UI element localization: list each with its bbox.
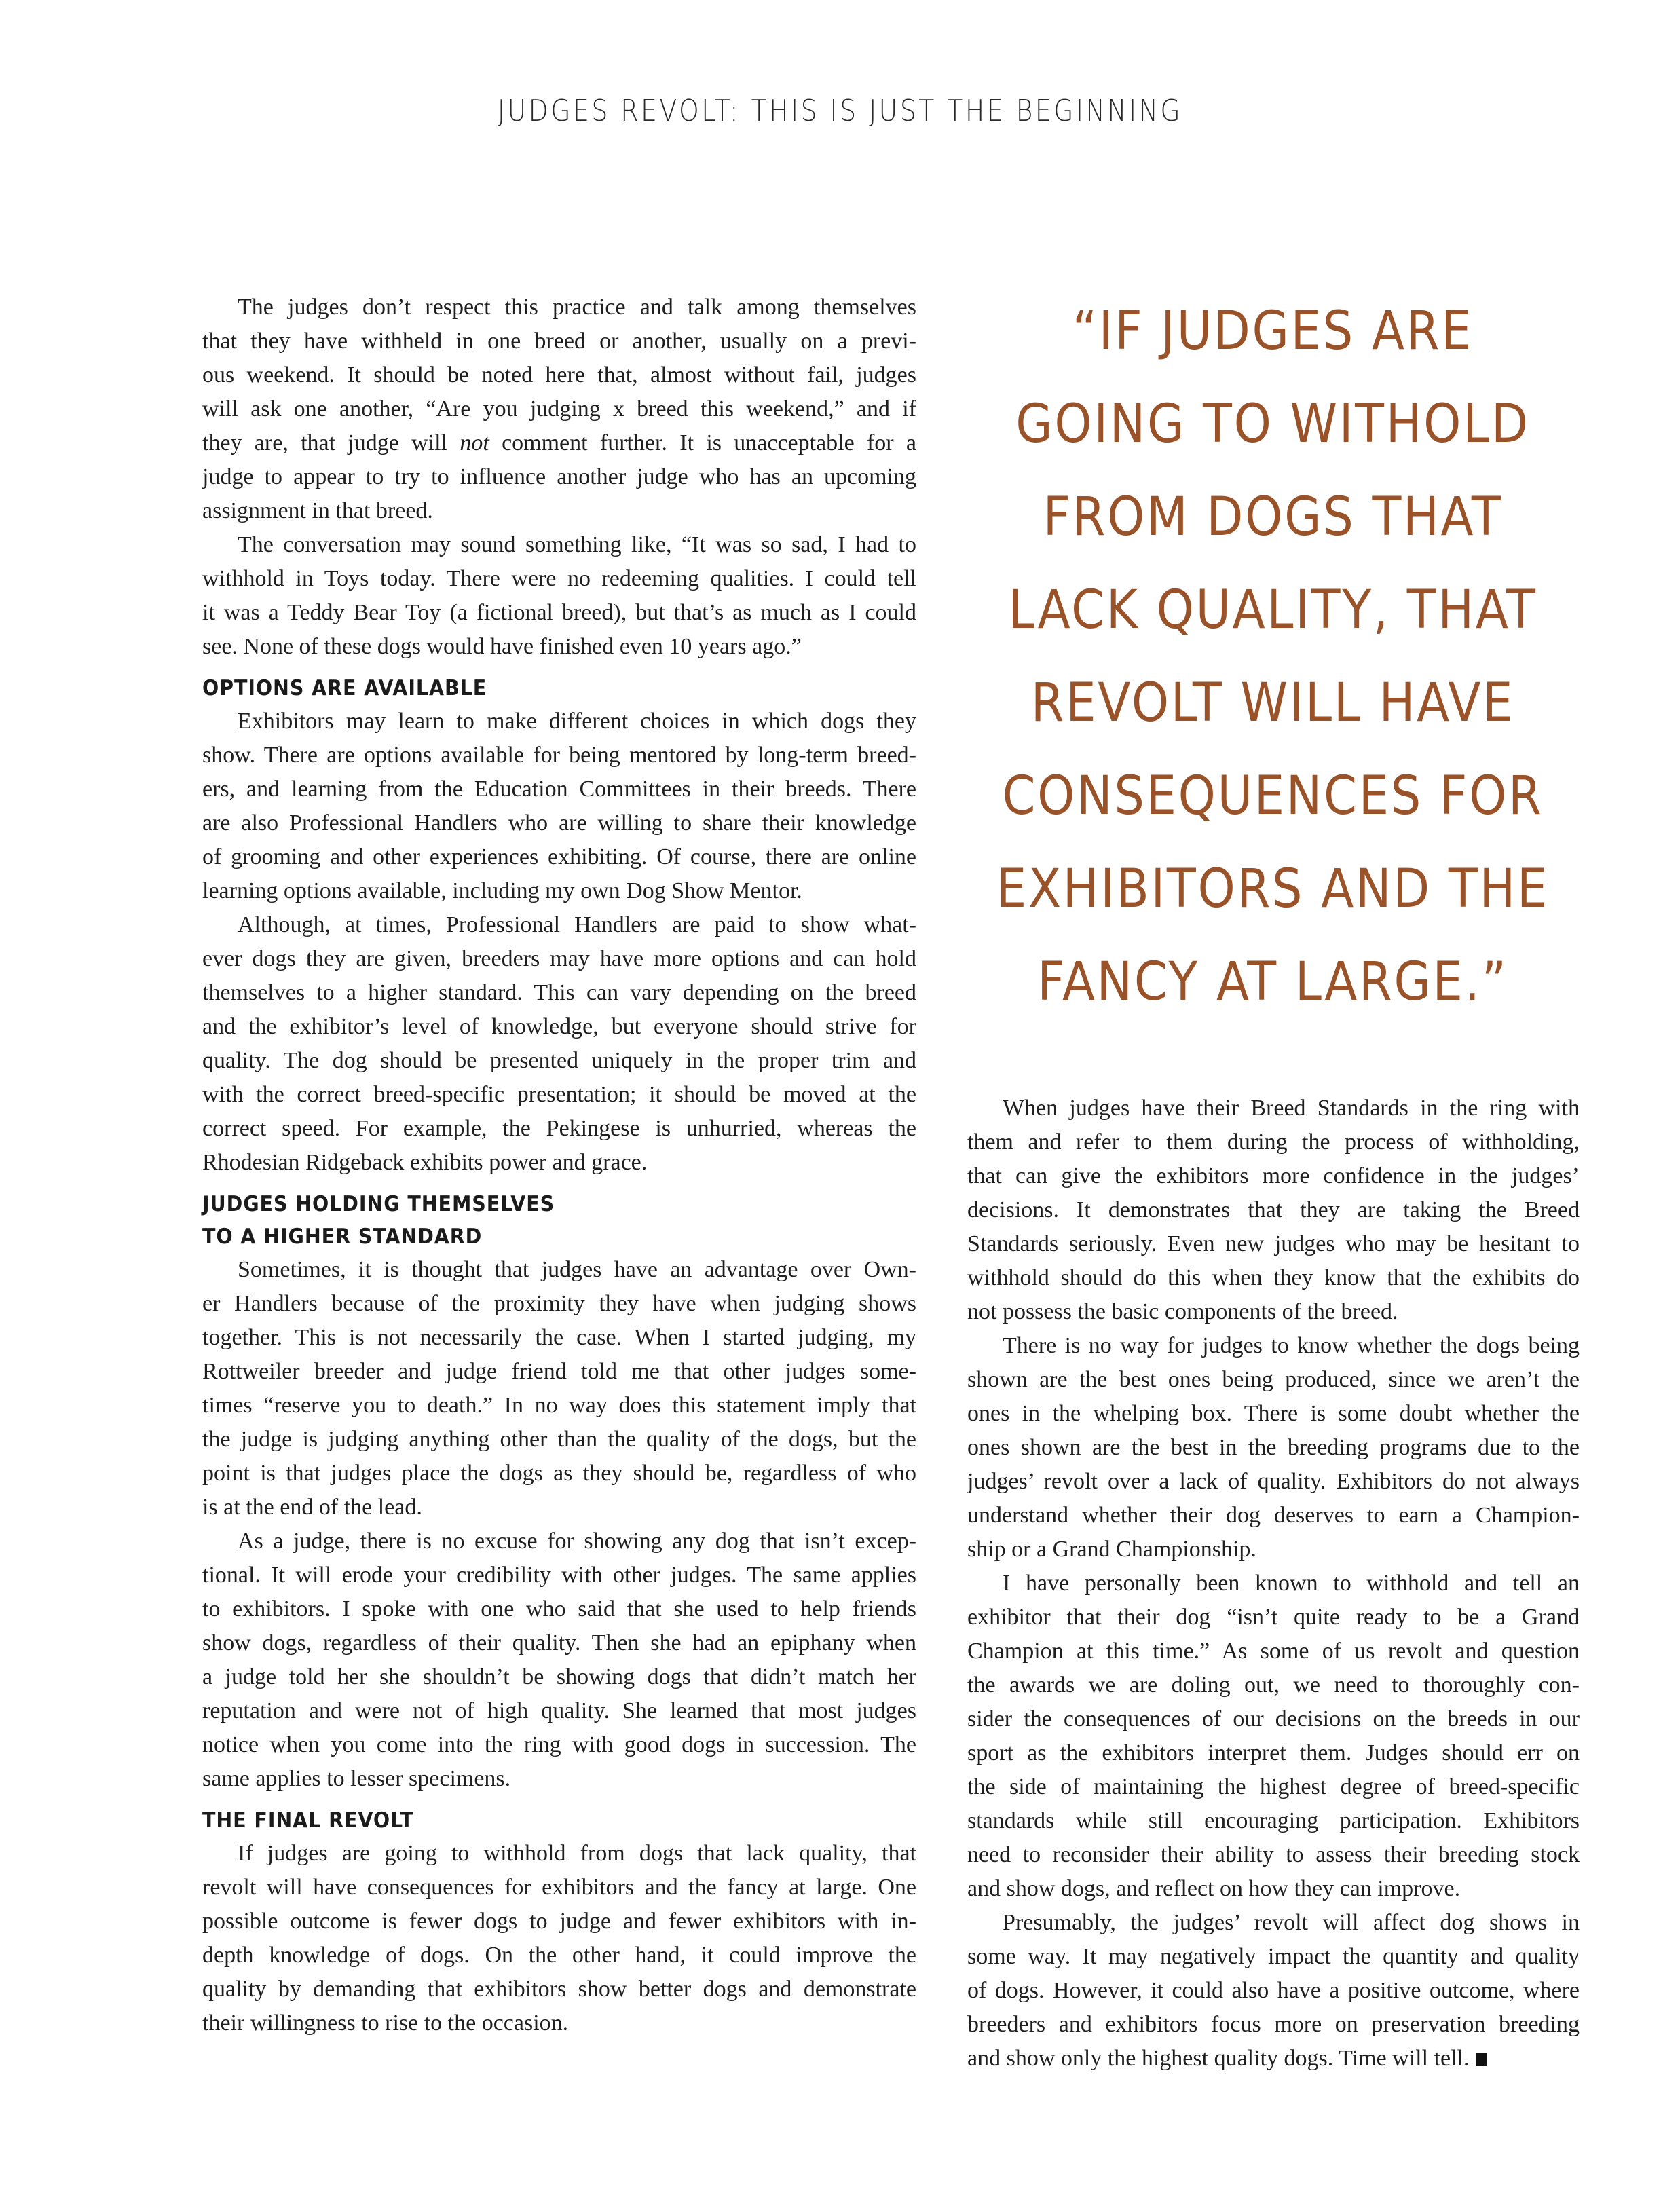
emphasis-not: not (460, 430, 489, 455)
pull-quote-line: FANCY AT LARGE.” (1037, 952, 1508, 1013)
text-fragment: comment further. It is unacceptable for a (502, 430, 916, 455)
text-line: ones shown are the best in the breeding programs due to the (967, 1435, 1580, 1460)
left-column (202, 291, 916, 2040)
text-line: As a judge, there is no excuse for showing any dog that isn’t excep- (238, 1529, 916, 1554)
text-line: show dogs, regardless of their quality. Then she had an epiphany when (202, 1630, 916, 1655)
text-line: will ask one another, “Are you judging x breed this weekend,” and if (202, 396, 916, 422)
text-line: show. There are options available for being mentored by long-term breed- (202, 743, 916, 768)
text-line: Rhodesian Ridgeback exhibits power and grace. (202, 1150, 648, 1175)
text-line: sport as the exhibitors interpret them. Judges should err on (967, 1740, 1580, 1765)
pull-quote-line: GOING TO WITHOLD (1015, 394, 1530, 455)
section-heading-options: OPTIONS ARE AVAILABLE (202, 676, 487, 700)
section-heading-final-revolt: THE FINAL REVOLT (202, 1808, 414, 1833)
text-line: withhold in Toys today. There were no redeeming qualities. I could tell (202, 566, 916, 591)
text-line: exhibitor that their dog “isn’t quite ready to be a Grand (967, 1605, 1580, 1630)
paragraph (967, 1091, 1580, 1329)
text-line: shown are the best ones being produced, since we aren’t the (967, 1367, 1580, 1392)
text-line: If judges are going to withhold from dogs that lack quality, that (238, 1841, 916, 1866)
text-line: of grooming and other experiences exhibiting. Of course, there are online (202, 844, 916, 869)
text-line: learning options available, including my own Dog Show Mentor. (202, 878, 802, 903)
text-line: Although, at times, Professional Handlers are paid to show what- (238, 912, 916, 937)
text-line: There is no way for judges to know whether the dogs being (1003, 1333, 1580, 1358)
text-line: the awards we are doling out, we need to thoroughly con- (967, 1672, 1580, 1698)
text-line: is at the end of the lead. (202, 1495, 422, 1520)
text-line: see. None of these dogs would have finished even 10 years ago.” (202, 634, 802, 659)
text-line: not possess the basic components of the breed. (967, 1299, 1398, 1324)
text-line: themselves to a higher standard. This can vary depending on the breed (202, 980, 916, 1005)
text-line: quality by demanding that exhibitors show better dogs and demonstrate (202, 1977, 916, 2002)
text-line: withhold should do this when they know that the exhibits do (967, 1265, 1580, 1290)
paragraph (202, 908, 916, 1180)
text-line: judges’ revolt over a lack of quality. Exhibitors do not always (967, 1469, 1580, 1494)
text-line: sider the consequences of our decisions on the breeds in our (967, 1706, 1580, 1732)
text-line: When judges have their Breed Standards in the ring with (1003, 1096, 1580, 1121)
text-line: point is that judges place the dogs as they should be, regardless of who (202, 1461, 916, 1486)
text-line: ers, and learning from the Education Committees in their breeds. There (202, 777, 916, 802)
section-heading-judges-holding: JUDGES HOLDING THEMSELVES (202, 1192, 555, 1216)
paragraph (967, 1329, 1580, 1567)
text-line: quality. The dog should be presented uniquely in the proper trim and (202, 1048, 916, 1073)
text-line: need to reconsider their ability to assess their breeding stock (967, 1842, 1580, 1867)
text-line: Standards seriously. Even new judges who may be hesitant to (967, 1231, 1580, 1256)
text-line: are also Professional Handlers who are willing to share their knowledge (202, 810, 916, 836)
text-line: The judges don’t respect this practice and talk among themselves (238, 295, 916, 320)
text-line: same applies to lesser specimens. (202, 1766, 511, 1791)
paragraph (967, 1567, 1580, 1906)
text-line: of dogs. However, it could also have a positive outcome, where (967, 1978, 1580, 2003)
paragraph (967, 1906, 1580, 2076)
text-line: revolt will have consequences for exhibitors and the fancy at large. One (202, 1875, 916, 1900)
text-line: depth knowledge of dogs. On the other hand, it could improve the (202, 1943, 916, 1968)
running-head: JUDGES REVOLT: THIS IS JUST THE BEGINNING (497, 94, 1183, 128)
text-line: together. This is not necessarily the case. When I started judging, my (202, 1325, 916, 1350)
text-line (967, 2042, 1580, 2076)
text-line: The conversation may sound something like, “It was so sad, I had to (238, 532, 916, 557)
text-line: reputation and were not of high quality. She learned that most judges (202, 1698, 916, 1723)
pull-quote-line: EXHIBITORS AND THE (996, 859, 1550, 920)
text-line: to exhibitors. I spoke with one who said that she used to help friends (202, 1596, 916, 1622)
text-line: and show dogs, and reflect on how they can improve. (967, 1876, 1461, 1901)
pull-quote-line: LACK QUALITY, THAT (1008, 580, 1537, 641)
text-fragment: they are, that judge will (202, 430, 448, 455)
text-line: Rottweiler breeder and judge friend told me that other judges some- (202, 1359, 916, 1384)
text-line: standards while still encouraging participation. Exhibitors (967, 1808, 1580, 1833)
right-column (967, 1091, 1580, 2076)
paragraph (202, 291, 916, 528)
text-line: it was a Teddy Bear Toy (a fictional breed), but that’s as much as I could (202, 600, 916, 625)
pull-quote (950, 285, 1595, 1029)
text-line: ones in the whelping box. There is some doubt whether the (967, 1401, 1580, 1426)
text-line: tional. It will erode your credibility with other judges. The same applies (202, 1563, 916, 1588)
text-line: some way. It may negatively impact the quantity and quality (967, 1944, 1580, 1969)
text-line: Exhibitors may learn to make different choices in which dogs they (238, 709, 916, 734)
end-of-article-square-icon (1476, 2053, 1487, 2066)
text-line: that can give the exhibitors more confidence in the judges’ (967, 1163, 1580, 1189)
text-line (202, 426, 916, 460)
text-line: possible outcome is fewer dogs to judge and fewer exhibitors with in- (202, 1909, 916, 1934)
text-line: the side of maintaining the highest degree of breed-specific (967, 1774, 1580, 1799)
text-line: I have personally been known to withhold and tell an (1003, 1571, 1580, 1596)
text-line: them and refer to them during the process of withholding, (967, 1129, 1580, 1155)
text-line: correct speed. For example, the Pekingese is unhurried, whereas the (202, 1116, 916, 1141)
text-line: times “reserve you to death.” In no way does this statement imply that (202, 1393, 916, 1418)
text-line: decisions. It demonstrates that they are taking the Breed (967, 1197, 1580, 1222)
text-fragment: and show only the highest quality dogs. Time will tell. (967, 2046, 1470, 2071)
text-line: ever dogs they are given, breeders may have more options and can hold (202, 946, 916, 971)
text-line: Champion at this time.” As some of us revolt and question (967, 1639, 1580, 1664)
pull-quote-line: “IF JUDGES ARE (1072, 301, 1474, 362)
text-line: ous weekend. It should be noted here that, almost without fail, judges (202, 362, 916, 388)
text-line: understand whether their dog deserves to earn a Champion- (967, 1503, 1580, 1528)
text-line: the judge is judging anything other than the quality of the dogs, but the (202, 1427, 916, 1452)
text-line: and the exhibitor’s level of knowledge, but everyone should strive for (202, 1014, 916, 1039)
text-line: notice when you come into the ring with good dogs in succession. The (202, 1732, 916, 1757)
paragraph (202, 528, 916, 664)
text-line: judge to appear to try to influence another judge who has an upcoming (202, 464, 916, 489)
text-line: Sometimes, it is thought that judges have an advantage over Own- (238, 1257, 916, 1282)
pull-quote-line: FROM DOGS THAT (1043, 487, 1503, 548)
paragraph (202, 1524, 916, 1796)
pull-quote-line: CONSEQUENCES FOR (1002, 766, 1544, 827)
pull-quote-line: REVOLT WILL HAVE (1030, 673, 1515, 734)
text-line: with the correct breed-specific presentation; it should be moved at the (202, 1082, 916, 1107)
section-heading-judges-holding-line2: TO A HIGHER STANDARD (202, 1224, 483, 1249)
text-line: their willingness to rise to the occasion. (202, 2010, 569, 2036)
text-line: er Handlers because of the proximity they have when judging shows (202, 1291, 916, 1316)
text-line: breeders and exhibitors focus more on preservation breeding (967, 2012, 1580, 2037)
paragraph (202, 1837, 916, 2040)
text-line: ship or a Grand Championship. (967, 1537, 1256, 1562)
text-line: Presumably, the judges’ revolt will affect dog shows in (1003, 1910, 1580, 1935)
text-line: assignment in that breed. (202, 498, 433, 523)
paragraph (202, 705, 916, 908)
text-line: that they have withheld in one breed or another, usually on a previ- (202, 329, 916, 354)
text-line: a judge told her she shouldn’t be showing dogs that didn’t match her (202, 1664, 916, 1689)
paragraph (202, 1253, 916, 1524)
